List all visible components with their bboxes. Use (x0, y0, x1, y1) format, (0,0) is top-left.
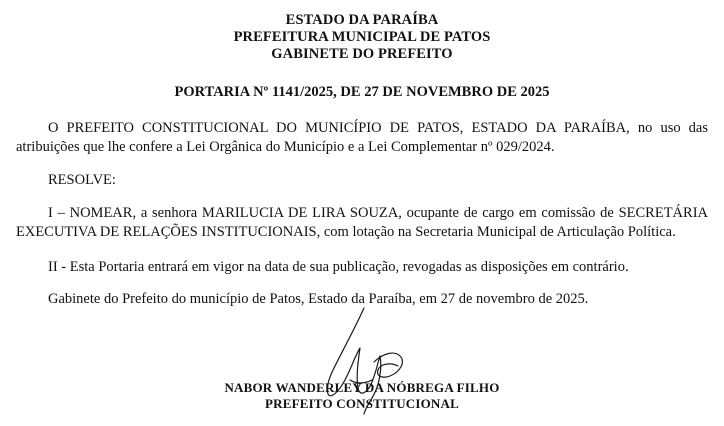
signatory-role: PREFEITO CONSTITUCIONAL (265, 396, 459, 411)
intro-line-2: atribuições que lhe confere a Lei Orgânica do Município e a Lei Complementar nº 029/2024. (16, 139, 555, 155)
resolve-heading: RESOLVE: (48, 172, 116, 188)
document-header (0, 12, 724, 63)
signature-block (0, 380, 724, 412)
header-state: ESTADO DA PARAÍBA (285, 12, 439, 28)
nomear-line-2: EXECUTIVA DE RELAÇÕES INSTITUCIONAIS, com lotação na Secretaria Municipal de Articulação Política. (16, 224, 676, 240)
closing-paragraph: Gabinete do Prefeito do município de Patos, Estado da Paraíba, em 27 de novembro de 2025. (48, 291, 589, 307)
portaria-title: PORTARIA Nº 1141/2025, DE 27 DE NOVEMBRO DE 2025 (174, 84, 550, 100)
header-prefeitura: PREFEITURA MUNICIPAL DE PATOS (233, 29, 491, 45)
intro-paragraph (16, 119, 708, 157)
intro-line-1: O PREFEITO CONSTITUCIONAL DO MUNICÍPIO DE PATOS, ESTADO DA PARAÍBA, no uso das (48, 120, 708, 136)
vigor-paragraph: II - Esta Portaria entrará em vigor na data de sua publicação, revogadas as disposições em contrário. (48, 259, 629, 275)
header-gabinete: GABINETE DO PREFEITO (271, 46, 453, 62)
signatory-name: NABOR WANDERLEY DA NÓBREGA FILHO (224, 380, 500, 395)
nomear-line-1: I – NOMEAR, a senhora MARILUCIA DE LIRA SOUZA, ocupante de cargo em comissão de SECRETÁRIA (48, 205, 708, 221)
nomear-paragraph (16, 204, 708, 242)
